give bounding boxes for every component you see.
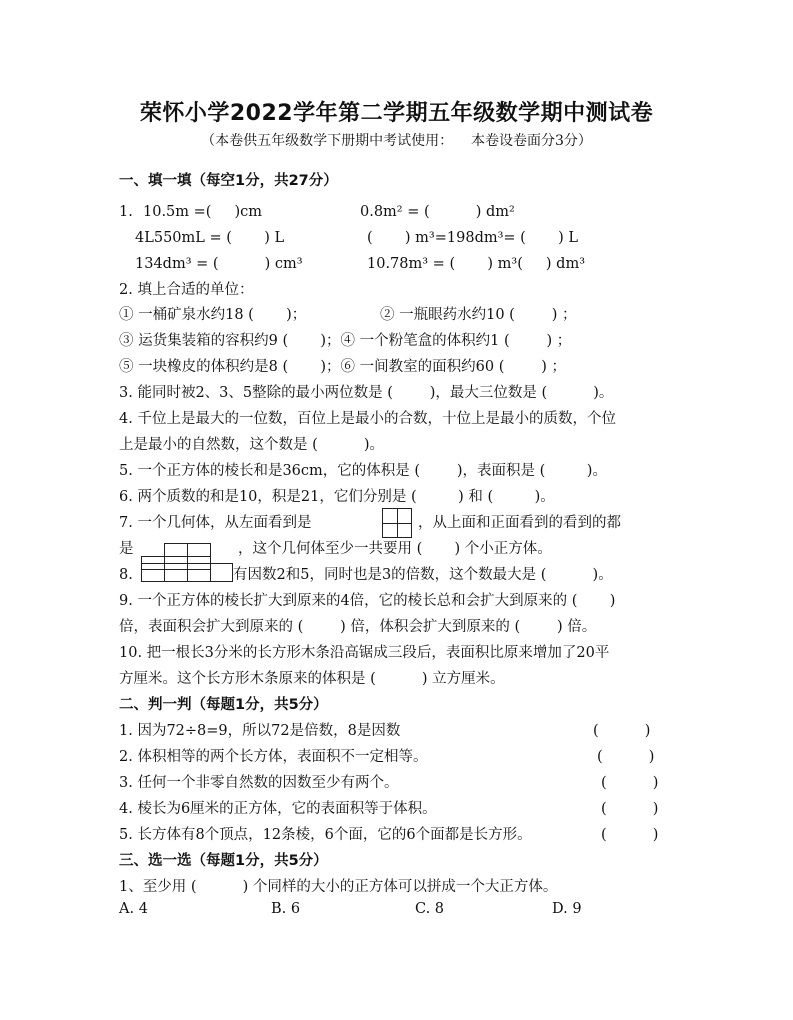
q1-row1-b: 0.8m² = ( ) dm² [360, 204, 515, 220]
judge-item-1: 1. 因为72÷8=9，所以72是倍数，8是因数 [119, 723, 401, 739]
choice-option-c[interactable]: C. 8 [415, 901, 445, 917]
q4-text-line1: 4. 千位上是最大的一位数，百位上是最小的合数，十位上是最小的质数，个位 [119, 411, 616, 427]
q3-text: 3. 能同时被2、3、5整除的最小两位数是 ( )，最大三位数是 ( )。 [119, 385, 614, 401]
q7-text-a: 7. 一个几何体，从左面看到是 [119, 515, 312, 531]
q1-row1-a: 10.5m =( )cm [143, 204, 263, 220]
q8-label: 8. [119, 567, 133, 583]
section3-heading: 三、选一选（每题1分，共5分） [119, 853, 328, 869]
digit-box[interactable] [187, 563, 211, 582]
q9-text-line1: 9. 一个正方体的棱长扩大到原来的4倍，它的棱长总和会扩大到原来的 ( ) [119, 593, 616, 609]
q2-title: 2. 填上合适的单位： [119, 282, 254, 298]
judge-answer-3[interactable]: ( ) [601, 775, 659, 791]
q1-label: 1. [119, 204, 133, 220]
judge-answer-5[interactable]: ( ) [601, 827, 659, 843]
q2-item-5-6: ⑤ 一块橡皮的体积约是8 ( )；⑥ 一间教室的面积约60 ( ) ； [119, 359, 566, 375]
digit-box[interactable] [210, 563, 233, 582]
judge-answer-1[interactable]: ( ) [593, 723, 651, 739]
choice-option-d[interactable]: D. 9 [552, 901, 582, 917]
q6-text: 6. 两个质数的和是10，积是21，它们分别是 ( ) 和 ( )。 [119, 489, 555, 505]
q2-item-3-4: ③ 运货集装箱的容积约9 ( )；④ 一个粉笔盒的体积约1 ( ) ； [119, 333, 572, 349]
choice-option-b[interactable]: B. 6 [271, 901, 301, 917]
section1-heading: 一、填一填（每空1分，共27分） [119, 173, 338, 189]
choice-option-a[interactable]: A. 4 [119, 901, 148, 917]
judge-item-5: 5. 长方体有8个顶点，12条棱，6个面，它的6个面都是长方形。 [119, 827, 532, 843]
q7-text-d: ，这个几何体至少一共要用 ( ) 个小正方体。 [238, 541, 552, 557]
q10-text-line2: 方厘米。这个长方形木条原来的体积是 ( ) 立方厘米。 [119, 671, 505, 687]
q1-row2-a: 4L550mL = ( ) L [135, 230, 285, 246]
page-subtitle: （本卷供五年级数学下册期中考试使用： 本卷设卷面分3分） [201, 133, 592, 149]
digit-box[interactable] [164, 563, 188, 582]
judge-answer-4[interactable]: ( ) [601, 801, 659, 817]
judge-item-2: 2. 体积相等的两个长方体，表面积不一定相等。 [119, 749, 428, 765]
q4-text-line2: 上是最小的自然数，这个数是 ( )。 [119, 437, 385, 453]
q5-text: 5. 一个正方体的棱长和是36cm，它的体积是 ( )，表面积是 ( )。 [119, 463, 607, 479]
left-view-figure [382, 508, 412, 538]
choice-q1-text: 1、至少用 ( ) 个同样的大小的正方体可以拼成一个大正方体。 [119, 879, 558, 895]
q1-row2-b: ( ) m³=198dm³= ( ) L [367, 230, 578, 246]
judge-item-3: 3. 任何一个非零自然数的因数至少有两个。 [119, 775, 399, 791]
digit-box[interactable] [141, 563, 165, 582]
q8-text: 有因数2和5，同时也是3的倍数，这个数最大是 ( )。 [233, 567, 613, 583]
q7-text-b: ，从上面和正面看到的看到的都 [418, 515, 621, 531]
q2-item-1: ① 一桶矿泉水约18 ( )； [119, 307, 307, 323]
judge-item-4: 4. 棱长为6厘米的正方体，它的表面积等于体积。 [119, 801, 437, 817]
page-title: 荣怀小学2022学年第二学期五年级数学期中测试卷 [139, 101, 654, 126]
q1-row3-a: 134dm³ = ( ) cm³ [135, 256, 303, 272]
q7-text-c: 是 [119, 541, 134, 557]
q9-text-line2: 倍，表面积会扩大到原来的 ( ) 倍，体积会扩大到原来的 ( ) 倍。 [119, 619, 597, 635]
q10-text-line1: 10. 把一根长3分米的长方形木条沿高锯成三段后，表面积比原来增加了20平 [119, 645, 610, 661]
q1-row3-b: 10.78m³ = ( ) m³( ) dm³ [367, 256, 586, 272]
section2-heading: 二、判一判（每题1分，共5分） [119, 697, 328, 713]
q2-item-2: ② 一瓶眼药水约10 ( ) ； [380, 307, 577, 323]
judge-answer-2[interactable]: ( ) [597, 749, 655, 765]
